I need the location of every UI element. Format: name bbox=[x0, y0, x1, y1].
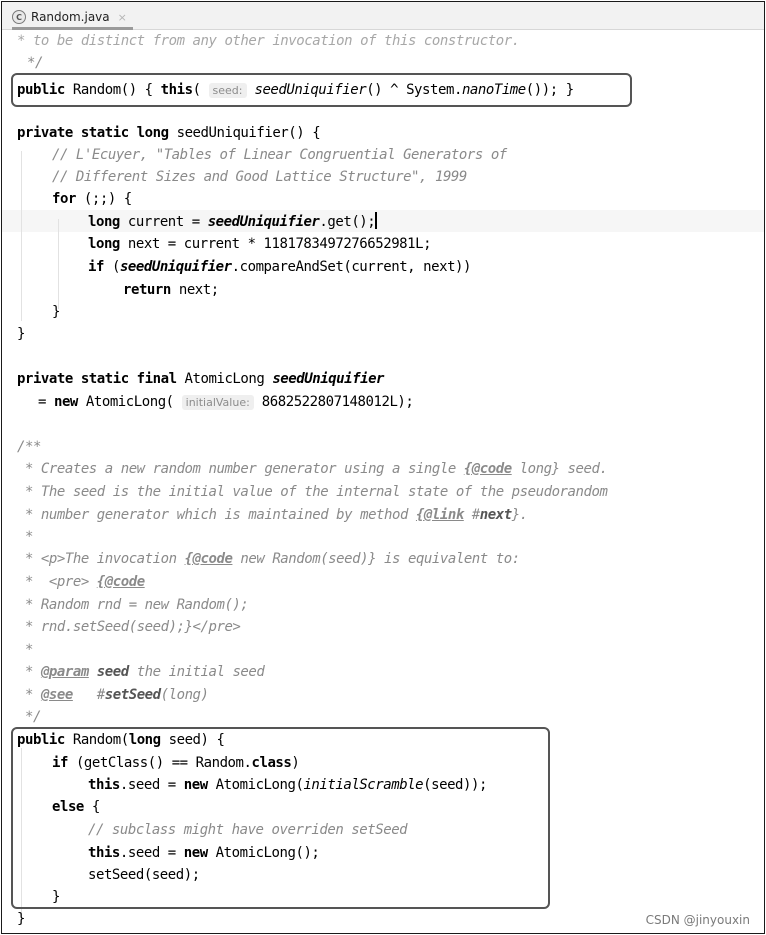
code-line: setSeed(seed); bbox=[88, 867, 200, 883]
code-line: * <pre> {@code bbox=[17, 574, 145, 590]
code-line: * number generator which is maintained by method {@link #next}. bbox=[17, 507, 528, 523]
code-line: if (seedUniquifier.compareAndSet(current, next)) bbox=[88, 259, 472, 275]
code-line: } bbox=[17, 326, 25, 342]
code-line: } bbox=[52, 304, 60, 320]
code-line: } bbox=[17, 911, 25, 927]
code-line: * @param seed the initial seed bbox=[17, 664, 265, 680]
code-line: * The seed is the initial value of the internal state of the pseudorandom bbox=[17, 484, 608, 500]
code-line: * @see #setSeed(long) bbox=[17, 687, 209, 703]
highlight-box-default-constructor bbox=[11, 73, 632, 107]
highlight-box-seed-constructor bbox=[11, 727, 550, 909]
code-line: // Different Sizes and Good Lattice Structure", 1999 bbox=[52, 169, 467, 185]
code-line: /** bbox=[17, 439, 41, 455]
code-line: for (;;) { bbox=[52, 191, 132, 207]
param-hint: initialValue: bbox=[182, 395, 254, 410]
code-line: * bbox=[17, 529, 33, 545]
code-line: long current = seedUniquifier.get(); bbox=[88, 214, 376, 230]
code-line: this.seed = new AtomicLong(); bbox=[88, 845, 320, 861]
code-line: * Random rnd = new Random(); bbox=[17, 597, 249, 613]
close-icon[interactable]: × bbox=[117, 10, 127, 24]
code-line: * rnd.setSeed(seed);}</pre> bbox=[17, 619, 241, 635]
code-line: // L'Ecuyer, "Tables of Linear Congruential Generators of bbox=[52, 147, 507, 163]
code-editor[interactable] bbox=[2, 31, 764, 935]
code-line: this.seed = new AtomicLong(initialScramble(seed)); bbox=[88, 777, 487, 793]
editor-window bbox=[1, 1, 765, 934]
code-line: */ bbox=[17, 709, 41, 725]
param-hint: seed: bbox=[209, 83, 247, 98]
code-line: * bbox=[17, 642, 33, 658]
code-line: public Random(long seed) { bbox=[17, 732, 225, 748]
code-line: // subclass might have overriden setSeed bbox=[88, 822, 408, 838]
code-line: if (getClass() == Random.class) bbox=[52, 755, 300, 771]
watermark: CSDN @jinyouxin bbox=[645, 913, 750, 927]
code-line: long next = current * 1181783497276652981L; bbox=[88, 236, 432, 252]
tab-bar bbox=[2, 2, 764, 30]
code-line: * to be distinct from any other invocation of this constructor. bbox=[17, 33, 520, 49]
text-caret bbox=[375, 212, 377, 229]
code-line: else { bbox=[52, 799, 100, 815]
code-line: * <p>The invocation {@code new Random(seed)} is equivalent to: bbox=[17, 551, 520, 567]
code-line: private static long seedUniquifier() { bbox=[17, 125, 321, 141]
code-line: private static final AtomicLong seedUniquifier bbox=[17, 371, 385, 387]
code-line: public Random() { this( seed: seedUniquifier() ^ System.nanoTime()); } bbox=[17, 82, 574, 98]
tab-random-java[interactable] bbox=[12, 7, 133, 30]
code-line: return next; bbox=[123, 282, 219, 298]
indent-guide bbox=[58, 219, 59, 309]
code-line: */ bbox=[27, 55, 43, 71]
code-line: } bbox=[52, 889, 60, 905]
tab-title: Random.java bbox=[31, 10, 110, 24]
code-line: = new AtomicLong( initialValue: 8682522807148012L); bbox=[38, 394, 414, 410]
code-line: * Creates a new random number generator using a single {@code long} seed. bbox=[17, 461, 608, 477]
class-c-icon: C bbox=[12, 10, 26, 24]
indent-guide bbox=[21, 151, 22, 321]
